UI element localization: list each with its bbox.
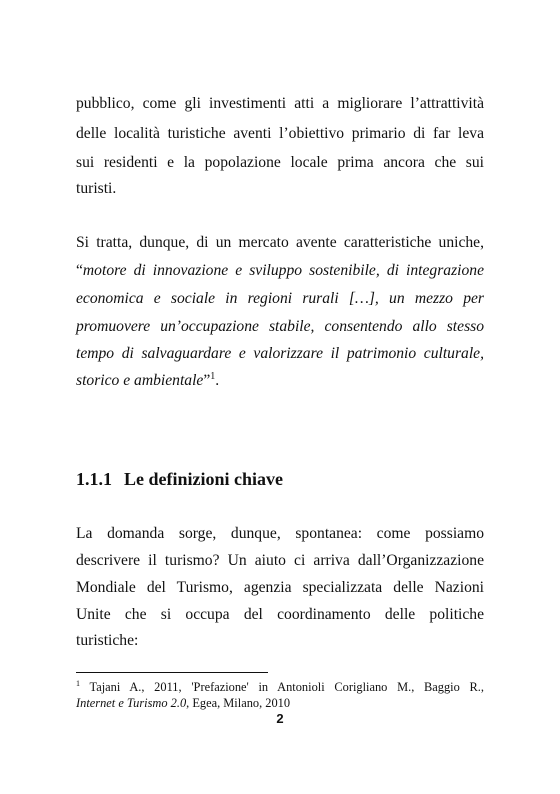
section-number: 1.1.1 (76, 469, 112, 489)
quote-line: economica e sociale in regioni rurali […], un mezzo per (76, 290, 484, 307)
body-text-line: pubblico, come gli investimenti atti a migliorare l’attrattività (76, 95, 484, 112)
body-text-line: Si tratta, dunque, di un mercato avente caratteristiche uniche, (76, 234, 484, 251)
quote-line: promuovere un’occupazione stabile, consentendo allo stesso (76, 318, 484, 335)
footnote-text: , Egea, Milano, 2010 (186, 696, 291, 710)
body-text-line: sui residenti e la popolazione locale prima ancora che sui (76, 154, 484, 171)
body-text-line: La domanda sorge, dunque, spontanea: come possiamo (76, 525, 484, 542)
body-text-line: Mondiale del Turismo, agenzia specializzata delle Nazioni (76, 579, 484, 596)
body-text-line: turisti. (76, 180, 117, 197)
open-quote: “ (76, 262, 83, 279)
footnote-marker: 1 (76, 679, 80, 688)
section-heading (76, 468, 283, 490)
body-text-line: Unite che si occupa del coordinamento delle politiche (76, 606, 484, 623)
page-number: 2 (276, 711, 284, 726)
footnote-line (76, 679, 484, 695)
footnote-line (76, 695, 484, 711)
body-text-line: delle località turistiche aventi l’obiettivo primario di far leva (76, 125, 484, 142)
sentence-end: . (215, 372, 220, 389)
footnote-text: Tajani A., 2011, 'Prefazione' in Antonioli Corigliano M., Baggio R., (80, 680, 484, 694)
quote-line: tempo di salvaguardare e valorizzare il patrimonio culturale, (76, 345, 484, 362)
quote-text: motore di innovazione e sviluppo sostenibile, di integrazione (82, 262, 484, 279)
footnote-book-title: Internet e Turismo 2.0 (76, 696, 187, 710)
quote-line (76, 371, 484, 391)
close-quote: ” (203, 372, 211, 389)
body-text-line: turistiche: (76, 632, 139, 649)
section-title: Le definizioni chiave (124, 469, 283, 489)
quote-text: storico e ambientale (76, 372, 204, 389)
body-text-line: descrivere il turismo? Un aiuto ci arriva dall’Organizzazione (76, 552, 484, 569)
quote-line (76, 261, 484, 281)
footnote-reference[interactable]: 1 (210, 371, 216, 382)
footnote-separator (76, 672, 268, 673)
